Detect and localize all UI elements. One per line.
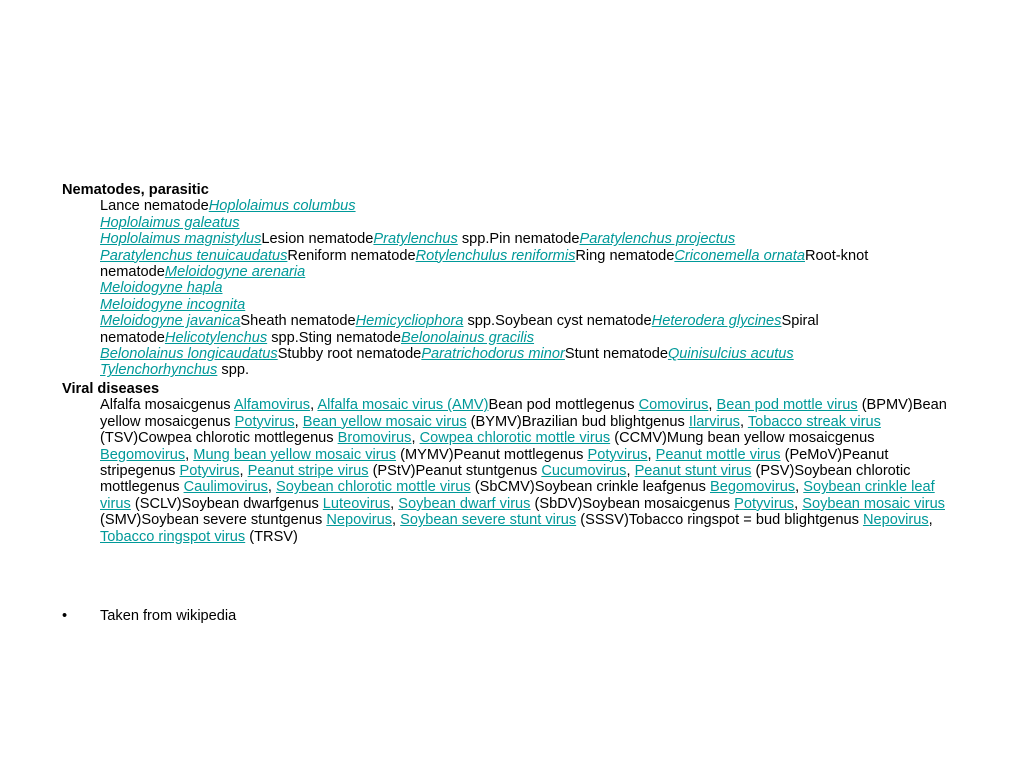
wiki-link[interactable]: Quinisulcius acutus <box>667 346 794 363</box>
plain-text: (SSSV)Tobacco ringspot = bud blightgenus <box>576 512 863 529</box>
plain-text: Spiral nematode <box>100 313 819 346</box>
wiki-link[interactable]: Hoplolaimus columbus <box>208 198 356 215</box>
wiki-link[interactable]: Nepovirus <box>862 512 929 529</box>
viral-heading: Viral diseases <box>62 380 160 397</box>
plain-text: spp.Sting nematode <box>267 329 402 346</box>
wiki-link[interactable]: Soybean chlorotic mottle virus <box>276 479 471 496</box>
plain-text: (SbCMV)Soybean crinkle leafgenus <box>470 479 710 496</box>
wiki-link[interactable]: Nepovirus <box>326 512 393 529</box>
plain-text: , <box>267 479 277 496</box>
nematodes-heading: Nematodes, parasitic <box>62 182 209 198</box>
wiki-link[interactable]: Potyvirus <box>734 495 795 512</box>
plain-text: (PStV)Peanut stuntgenus <box>368 462 542 479</box>
wiki-link[interactable]: Tobacco ringspot virus <box>100 528 246 545</box>
wiki-link[interactable]: Soybean severe stunt virus <box>400 512 577 529</box>
wiki-link[interactable]: Ilarvirus <box>688 413 740 430</box>
plain-text: , <box>708 397 717 414</box>
plain-text: Alfalfa mosaicgenus <box>100 397 234 414</box>
plain-text: , <box>390 495 399 512</box>
plain-text: (SCLV)Soybean dwarfgenus <box>130 495 323 512</box>
plain-text: (PSV)Soybean chlorotic mottlegenus <box>100 462 911 496</box>
text-line <box>100 280 967 296</box>
text-line <box>100 198 967 214</box>
plain-text: (MYMV)Peanut mottlegenus <box>396 446 588 463</box>
plain-text: Root-knot nematode <box>100 247 869 281</box>
plain-text: , <box>794 495 803 512</box>
plain-text: Ring nematode <box>575 247 675 264</box>
wiki-link[interactable]: Paratylenchus projectus <box>579 231 736 248</box>
bullet-icon: • <box>62 608 68 624</box>
text-line <box>100 215 967 231</box>
wiki-link[interactable]: Heterodera glycines <box>651 313 782 330</box>
wiki-link[interactable]: Alfamovirus <box>233 397 311 414</box>
plain-text: , <box>626 462 635 479</box>
wiki-link[interactable]: Hoplolaimus magnistylus <box>100 231 262 248</box>
wiki-link[interactable]: Paratrichodorus minor <box>421 346 565 363</box>
plain-text: Lance nematode <box>100 198 209 215</box>
wiki-link[interactable]: Paratylenchus tenuicaudatus <box>100 247 288 264</box>
plain-text: (SMV)Soybean severe stuntgenus <box>100 512 327 529</box>
text-line <box>100 248 967 281</box>
wiki-link[interactable]: Potyvirus <box>234 413 295 430</box>
nematodes-section <box>62 182 967 379</box>
slide-content <box>62 182 967 547</box>
wiki-link[interactable]: Mung bean yellow mosaic virus <box>193 446 397 463</box>
wiki-link[interactable]: Belonolainus gracilis <box>401 329 535 346</box>
wiki-link[interactable]: Criconemella ornata <box>674 247 805 264</box>
wiki-link[interactable]: Potyvirus <box>179 462 240 479</box>
wiki-link[interactable]: Soybean crinkle leaf virus <box>100 479 935 512</box>
wiki-link[interactable]: Bean yellow mosaic virus <box>302 413 467 430</box>
text-line <box>100 231 967 247</box>
plain-text: , <box>392 512 401 529</box>
plain-text: , <box>647 446 656 463</box>
plain-text: (PeMoV)Peanut stripegenus <box>100 446 889 479</box>
wiki-link[interactable]: Helicotylenchus <box>164 329 268 346</box>
wiki-link[interactable]: Belonolainus longicaudatus <box>100 346 278 363</box>
plain-text: Lesion nematode <box>261 231 374 248</box>
wiki-link[interactable]: Hemicycliophora <box>355 313 464 330</box>
plain-text: spp.Soybean cyst nematode <box>463 313 652 330</box>
wiki-link[interactable]: Soybean mosaic virus <box>802 495 945 512</box>
plain-text: Stunt nematode <box>564 346 668 363</box>
wiki-link[interactable]: Peanut mottle virus <box>655 446 781 463</box>
viral-list <box>62 397 967 545</box>
wiki-link[interactable]: Peanut stripe virus <box>247 462 369 479</box>
plain-text: (TRSV) <box>245 528 298 545</box>
plain-text: , <box>411 430 420 447</box>
plain-text: Sheath nematode <box>240 313 356 330</box>
wiki-link[interactable]: Bromovirus <box>337 430 412 447</box>
wiki-link[interactable]: Pratylenchus <box>373 231 458 248</box>
plain-text: Reniform nematode <box>287 247 416 264</box>
wiki-link[interactable]: Hoplolaimus galeatus <box>100 214 240 231</box>
wiki-link[interactable]: Alfalfa mosaic virus (AMV) <box>317 397 489 414</box>
wiki-link[interactable]: Meloidogyne arenaria <box>164 264 306 281</box>
text-line <box>100 313 967 346</box>
plain-text: , <box>739 413 748 430</box>
plain-text: , <box>310 397 318 414</box>
wiki-link[interactable]: Meloidogyne incognita <box>100 296 246 313</box>
wiki-link[interactable]: Tobacco streak virus <box>747 413 881 430</box>
wiki-link[interactable]: Tylenchorhynchus <box>100 362 218 379</box>
plain-text: , <box>294 413 303 430</box>
plain-text: , <box>239 462 248 479</box>
nematodes-list <box>62 198 967 378</box>
plain-text: (BYMV)Brazilian bud blightgenus <box>466 413 689 430</box>
wiki-link[interactable]: Begomovirus <box>100 446 186 463</box>
plain-text: , <box>928 512 933 529</box>
plain-text: spp.Pin nematode <box>457 231 580 248</box>
wiki-link[interactable]: Rotylenchulus reniformis <box>415 247 576 264</box>
plain-text: (TSV)Cowpea chlorotic mottlegenus <box>100 430 338 447</box>
text-line <box>100 397 967 545</box>
wiki-link[interactable]: Comovirus <box>638 397 709 414</box>
text-line <box>100 297 967 313</box>
plain-text: (BPMV)Bean yellow mosaicgenus <box>100 397 947 430</box>
viral-section <box>62 381 967 545</box>
text-line <box>100 362 967 378</box>
text-line <box>100 346 967 362</box>
plain-text: (SbDV)Soybean mosaicgenus <box>530 495 735 512</box>
footnote-text: Taken from wikipedia <box>100 608 237 624</box>
footnote <box>62 608 236 624</box>
plain-text: , <box>185 446 194 463</box>
plain-text: Bean pod mottlegenus <box>488 397 639 414</box>
wiki-link[interactable]: Caulimovirus <box>183 479 268 496</box>
wiki-link[interactable]: Potyvirus <box>587 446 648 463</box>
wiki-link[interactable]: Bean pod mottle virus <box>716 397 858 414</box>
wiki-link[interactable]: Cowpea chlorotic mottle virus <box>419 430 611 447</box>
plain-text: spp. <box>217 362 249 379</box>
wiki-link[interactable]: Cucumovirus <box>541 462 627 479</box>
wiki-link[interactable]: Begomovirus <box>709 479 796 496</box>
plain-text: Stubby root nematode <box>277 346 422 363</box>
plain-text: (CCMV)Mung bean yellow mosaicgenus <box>610 430 875 447</box>
wiki-link[interactable]: Luteovirus <box>322 495 391 512</box>
wiki-link[interactable]: Soybean dwarf virus <box>398 495 531 512</box>
wiki-link[interactable]: Peanut stunt virus <box>634 462 752 479</box>
wiki-link[interactable]: Meloidogyne javanica <box>100 313 241 330</box>
wiki-link[interactable]: Meloidogyne hapla <box>100 280 223 297</box>
plain-text: , <box>795 479 804 496</box>
